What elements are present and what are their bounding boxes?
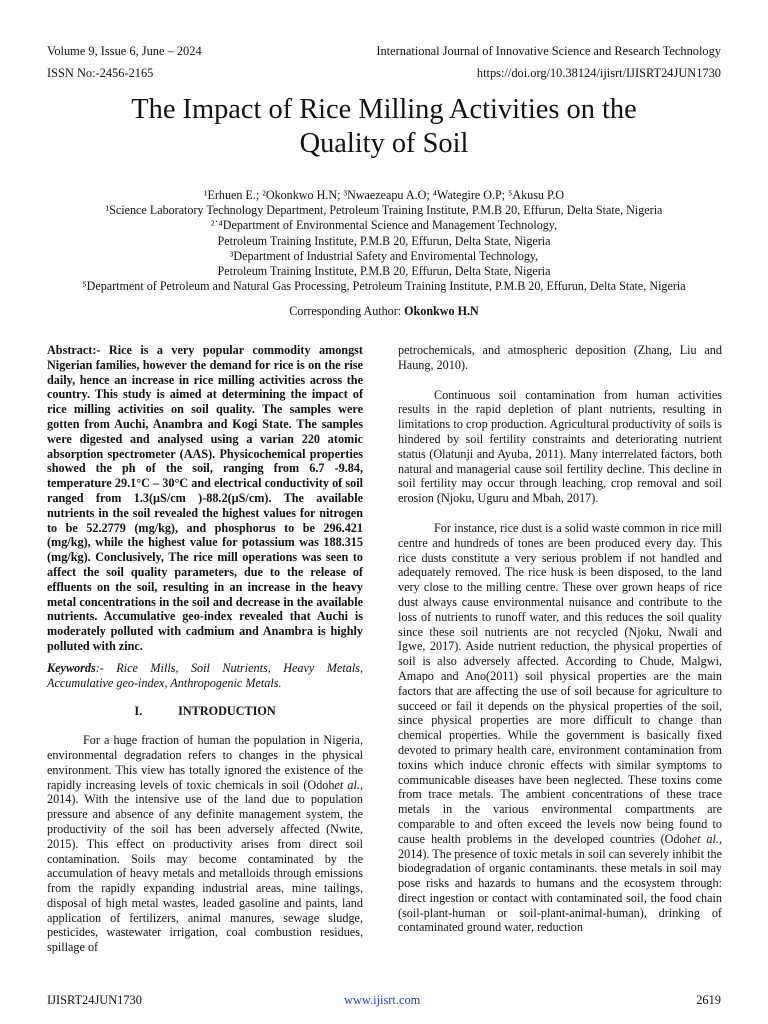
abstract: Abstract:- Rice is a very popular commodity amongst Nigerian families, however the demand for rice is on the rise daily, hence an increase in rice milling activities across the country. This study is aimed at determining the impact of rice milling activities on soil quality. The samples were gotten from Auchi, Anambra and Kogi State. The samples were digested and analysed using a varian 220 atomic absorption spectrometer (AAS). Physicochemical properties showed the ph of the soil, ranging from 6.7 -9.84, temperature 29.1°C – 30°C and electrical conductivity of soil ranged from 1.3(µS/cm )-88.2(µS/cm). The available nutrients in the soil revealed the highest values for nitrogen to be 52.2779 (mg/kg), and phosphorus to be 296.421 (mg/kg), while the highest value for potassium was 188.315 (mg/kg). Conclusively, The rice mill operations was seen to affect the soil quality parameters, due to the release of effluents on the soil, resulting in an increase in the heavy metal concentrations in the soil and decrease in the available nutrients. Accumulative geo-index revealed that Auchi is moderately polluted with cadmium and Anambra is highly polluted with zinc. [47,343,363,653]
intro-text-a: For a huge fraction of human the population in Nigeria, environmental degradation refers to changes in the physical environment. This view has totally ignored the existence of the rapidly increasing levels of toxic chemicals in soil (Odoh [47,733,363,792]
affiliation-5: ⁵Department of Petroleum and Natural Gas Processing, Petroleum Training Institute, P.M.B 20, Effurun, Delta State, Nigeria [82,279,686,294]
right-paragraph-1: petrochemicals, and atmospheric deposition (Zhang, Liu and Haung, 2010). [398,343,722,372]
author-block [40,188,728,294]
page-number: 2619 [696,993,721,1007]
left-column [47,343,363,955]
affiliation-3-line-1: ³Department of Industrial Safety and Enviromental Technology, [229,248,539,263]
title-line-1: The Impact of Rice Milling Activities on the [131,94,637,125]
right-text-a: For instance, rice dust is a solid waste common in rice mill centre and hundreds of tones are been produced every day. This rice dusts constitute a very serious problem if not handled and adequately removed. The rice husk is been disposed, to the land very close to the milling centre. These over grown heaps of rice dust always cause environmental nuisance and contribute to the loss of nutrients to runoff water, and this reduces the soil quality since these soil nutrients are not recycled (Njoku, Nwali and Igwe, 2017). Aside nutrient reduction, the physical properties of soil is also adversely affected. According to Chude, Malgwi, Amapo and Ano(2011) soil physical properties are the main factors that are affecting the use of soil because for agriculture to succeed or fail it depends on the physical properties of the soil, since physical properties are more difficult to change than chemical properties. While the government is basically fixed devoted to primary health care, environment contamination from toxins which induce chronic effects with similar symptoms to communicable diseases have been neglected. These toxins come from trace metals. The ambient concentrations of these trace metals in the various environmental compartments are comparable to and often exceed the levels now being found to cause health problems in the developed countries (Odoh [398,520,722,846]
section-heading [47,704,363,719]
affiliation-2-4-line-1: ²˙⁴Department of Environmental Science and Management Technology, [210,218,558,233]
keywords [47,661,363,691]
affiliation-3-line-2: Petroleum Training Institute, P.M.B 20, Effurun, Delta State, Nigeria [217,264,551,279]
title-line-2: Quality of Soil [299,128,469,159]
footer-paper-id: IJISRT24JUN1730 [47,993,142,1007]
section-title: INTRODUCTION [178,704,276,719]
right-paragraph-3 [398,521,722,935]
keywords-label: Keywords [47,660,96,675]
corresponding-author-label: Corresponding Author: [289,304,402,318]
affiliation-2-4-line-2: Petroleum Training Institute, P.M.B 20, Effurun, Delta State, Nigeria [217,233,551,248]
volume-info: Volume 9, Issue 6, June – 2024 [47,44,202,58]
corresponding-author-name: Okonkwo H.N [404,304,479,318]
right-citation-italic: et al. [691,831,719,846]
affiliation-1: ¹Science Laboratory Technology Department, Petroleum Training Institute, P.M.B 20, Effurun, Delta State, Nigeria [105,203,663,218]
corresponding-author [0,304,768,319]
author-names: ¹Erhuen E.; ²Okonkwo H.N; ³Nwaezeapu A.O; ⁴Wategire O.P; ⁵Akusu P.O [203,188,565,202]
right-text-b: , 2014). The presence of toxic metals in soil can severely inhibit the biodegradation of organic contaminants. these metals in soil may pose risks and hazards to humans and the ecosystem through: direct ingestion or contact with contaminated soil, the food chain (soil-plant-human or soil-plant-animal-human), drinking of contaminated ground water, reduction [398,831,723,935]
journal-name: International Journal of Innovative Science and Research Technology [376,44,721,58]
intro-citation-italic: et al. [334,777,360,792]
right-paragraph-2: Continuous soil contamination from human activities results in the rapid depletion of plant nutrients, resulting in limitations to crop production. Agricultural productivity of soils is hindered by soil fertility constraints and deteriorating nutrient status (Olatunji and Ayuba, 2011). Many interrelated factors, both natural and managerial cause soil fertility decline. This decline in soil fertility may occur through leaching, crop removal and soil erosion (Njoku, Uguru and Mbah, 2017). [398,387,722,506]
keywords-text: :- Rice Mills, Soil Nutrients, Heavy Metals, Accumulative geo-index, Anthropogenic Metals. [47,660,363,690]
intro-paragraph [47,733,363,955]
section-number: I. [134,704,143,719]
issn: ISSN No:-2456-2165 [47,66,154,80]
intro-text-b: , 2014). With the intensive use of the land due to population pressure and absence of any definite management system, the productivity of the soil has been adversely affected (Nwite, 2015). This effect on productivity arises from direct soil contamination. Soils may become contaminated by the accumulation of heavy metals and metalloids through emissions from the rapidly expanding industrial areas, mine tailings, disposal of high metal wastes, leaded gasoline and paints, land application of fertilizers, animal manures, sewage sludge, pesticides, wastewater irrigation, coal combustion residues, spillage of [47,777,363,955]
paper-title [60,93,708,161]
right-column [398,343,722,935]
doi-link[interactable]: https://doi.org/10.38124/ijisrt/IJISRT24JUN1730 [476,66,721,80]
footer-website-link[interactable]: www.ijisrt.com [344,993,421,1007]
